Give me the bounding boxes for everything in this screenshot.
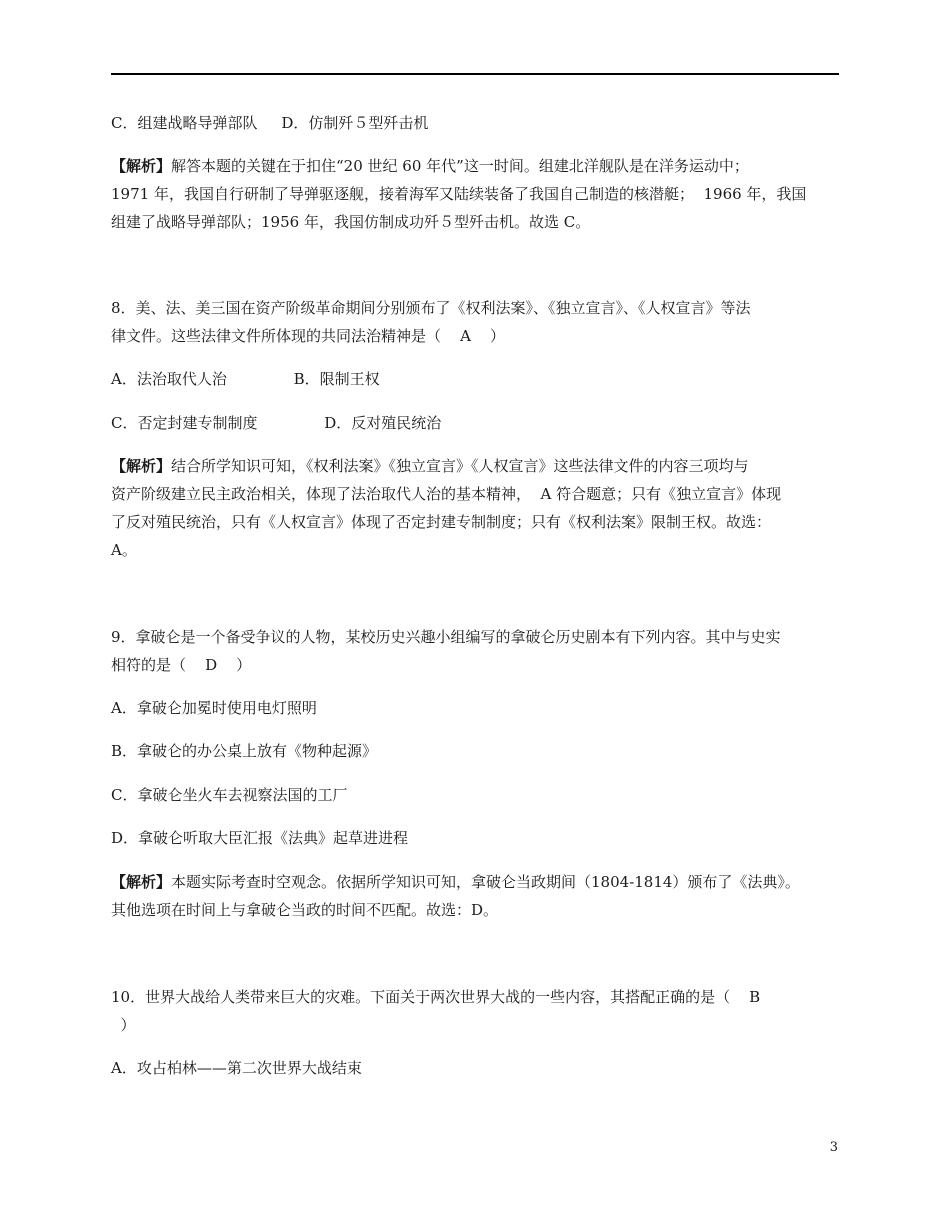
q8-analysis-line-1 bbox=[111, 457, 749, 475]
q8-analysis-line-2: 资产阶级建立民主政治相关，体现了法治取代人治的基本精神， A 符合题意；只有《独立宣言》体现 bbox=[111, 485, 782, 503]
analysis-label: 【解析】 bbox=[111, 457, 172, 475]
q7-analysis-line-2: 1971 年，我国自行研制了导弹驱逐舰，接着海军又陆续装备了我国自己制造的核潜艇； 1966 年，我国 bbox=[111, 185, 807, 203]
q9-option-c: C．拿破仑坐火车去视察法国的工厂 bbox=[111, 786, 348, 804]
analysis-text: 结合所学知识可知，《权利法案》《独立宣言》《人权宣言》这些法律文件的内容三项均与 bbox=[171, 457, 749, 475]
q9-analysis-line-1 bbox=[111, 873, 800, 891]
q7-analysis-line-3: 组建了战略导弹部队；1956 年，我国仿制成功歼５型歼击机。故选 C。 bbox=[111, 213, 591, 231]
q9-stem-line-1: 9．拿破仑是一个备受争议的人物，某校历史兴趣小组编写的拿破仑历史剧本有下列内容。其中与史实 bbox=[111, 628, 781, 646]
analysis-text: 本题实际考查时空观念。依据所学知识可知，拿破仑当政期间（1804-1814）颁布了《法典》。 bbox=[171, 873, 800, 891]
analysis-label: 【解析】 bbox=[111, 157, 172, 175]
q8-options-cd: C．否定封建专制制度 D．反对殖民统治 bbox=[111, 414, 442, 432]
q8-stem-line-1: 8．美、法、美三国在资产阶级革命期间分别颁布了《权利法案》、《独立宣言》、《人权宣言》等法 bbox=[111, 299, 751, 317]
q8-stem-line-2: 律文件。这些法律文件所体现的共同法治精神是（ A ） bbox=[111, 327, 505, 345]
header-rule bbox=[111, 73, 839, 75]
q8-options-ab: A．法治取代人治 B．限制王权 bbox=[111, 370, 380, 388]
page-number: 3 bbox=[829, 1140, 838, 1155]
q8-analysis-line-3: 了反对殖民统治，只有《人权宣言》体现了否定封建专制制度；只有《权利法案》限制王权。故选： bbox=[111, 513, 772, 531]
q9-stem-line-2: 相符的是（ D ） bbox=[111, 656, 252, 674]
q10-stem-line-2: ） bbox=[111, 1016, 136, 1034]
q7-analysis-line-1 bbox=[111, 157, 749, 175]
q8-analysis-line-4: A。 bbox=[111, 541, 137, 559]
q9-option-d: D．拿破仑听取大臣汇报《法典》起草进进程 bbox=[111, 829, 409, 847]
analysis-text: 解答本题的关键在于扣住“20 世纪 60 年代”这一时间。组建北洋舰队是在洋务运动中； bbox=[171, 157, 749, 175]
q7-options-cd: C．组建战略导弹部队 D．仿制歼５型歼击机 bbox=[111, 114, 429, 132]
q9-analysis-line-2: 其他选项在时间上与拿破仑当政的时间不匹配。故选：D。 bbox=[111, 901, 499, 919]
q9-option-b: B．拿破仑的办公桌上放有《物种起源》 bbox=[111, 742, 378, 760]
q9-option-a: A．拿破仑加冕时使用电灯照明 bbox=[111, 699, 317, 717]
q10-stem-line-1: 10．世界大战给人类带来巨大的灾难。下面关于两次世界大战的一些内容，其搭配正确的是（ B bbox=[111, 988, 761, 1006]
analysis-label: 【解析】 bbox=[111, 873, 172, 891]
q10-option-a: A．攻占柏林——第二次世界大战结束 bbox=[111, 1059, 362, 1077]
